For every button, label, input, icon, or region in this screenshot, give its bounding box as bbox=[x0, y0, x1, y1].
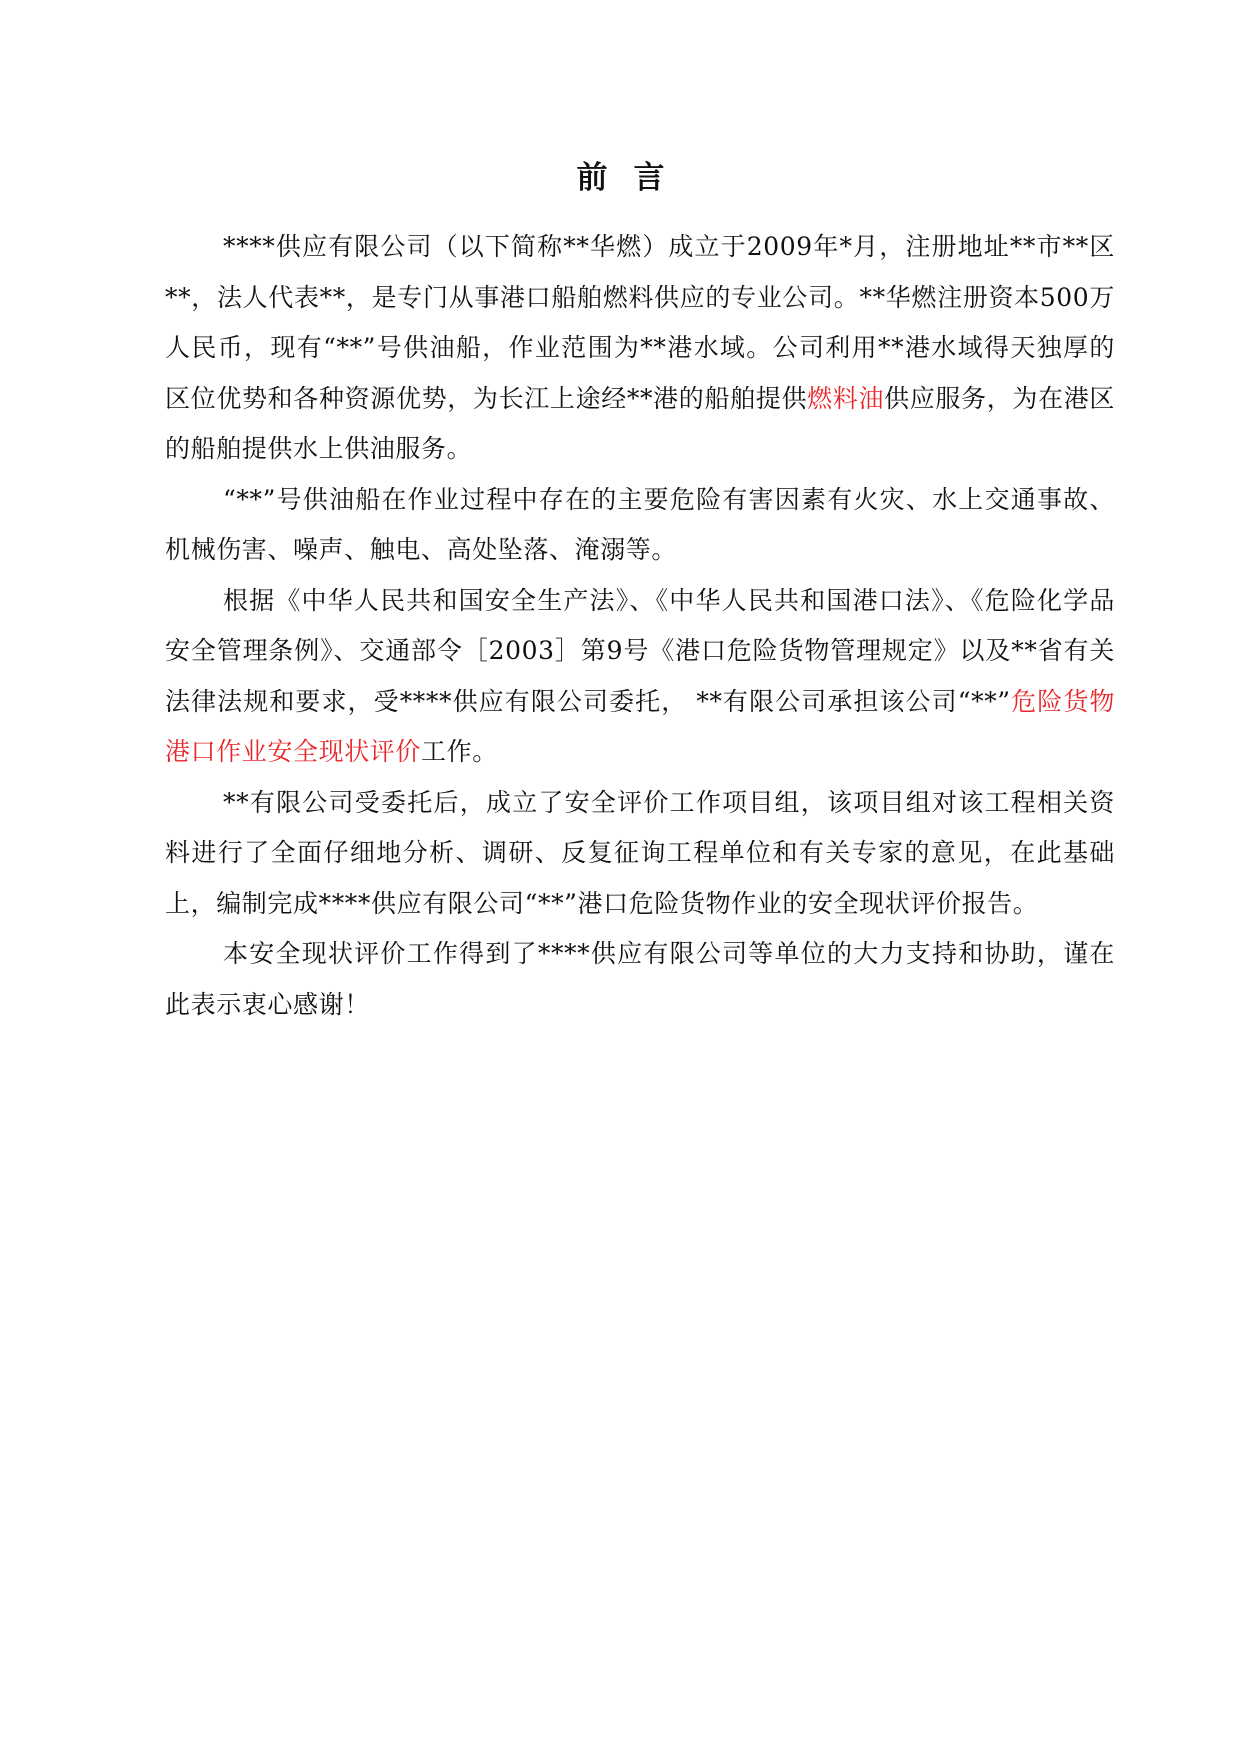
text-segment: **有限公司受委托后，成立了安全评价工作项目组，该项目组对该工程相关资料进行了全面仔细地分析、调研、反复征询工程单位和有关专家的意见，在此基础上，编制完成****供应有限公司“**”港口危险货物作业的安全现状评价报告。 bbox=[165, 787, 1115, 918]
text-segment: ****供应有限公司（以下简称**华燃）成立于2009年*月，注册地址**市**区**，法人代表**，是专门从事港口船舶燃料供应的专业公司。**华燃注册资本500万人民币，现有“**”号供油船，作业范围为**港水域。公司利用**港水域得天独厚的区位优势和各种资源优势，为长江上途经**港的船舶提供 bbox=[165, 232, 1115, 413]
highlight-evaluation-name: 危险货物港口作业安全现状评价 bbox=[165, 686, 1116, 766]
preface-title: 前言 bbox=[576, 160, 691, 196]
highlight-fuel-oil: 燃料油 bbox=[807, 383, 885, 413]
paragraph-project-team bbox=[165, 778, 1115, 930]
text-segment: 工作。 bbox=[421, 737, 498, 766]
paragraph-acknowledgement bbox=[165, 929, 1115, 1030]
paragraph-legal-basis bbox=[165, 576, 1115, 778]
preface-body bbox=[165, 222, 1115, 1030]
text-segment: 根据《中华人民共和国安全生产法》、《中华人民共和国港口法》、《危险化学品安全管理条例》、交通部令［2003］第9号《港口危险货物管理规定》以及**省有关法律法规和要求，受****供应有限公司委托， **有限公司承担该公司“**” bbox=[165, 585, 1115, 716]
text-segment: 本安全现状评价工作得到了****供应有限公司等单位的大力支持和协助，谨在此表示衷心感谢！ bbox=[165, 939, 1115, 1019]
paragraph-hazards bbox=[165, 475, 1115, 576]
paragraph-company-intro bbox=[165, 222, 1115, 475]
text-segment: “**”号供油船在作业过程中存在的主要危险有害因素有火灾、水上交通事故、机械伤害、噪声、触电、高处坠落、淹溺等。 bbox=[165, 484, 1115, 564]
text-segment: 供应服务，为在港区的船舶提供水上供油服务。 bbox=[165, 383, 1115, 463]
